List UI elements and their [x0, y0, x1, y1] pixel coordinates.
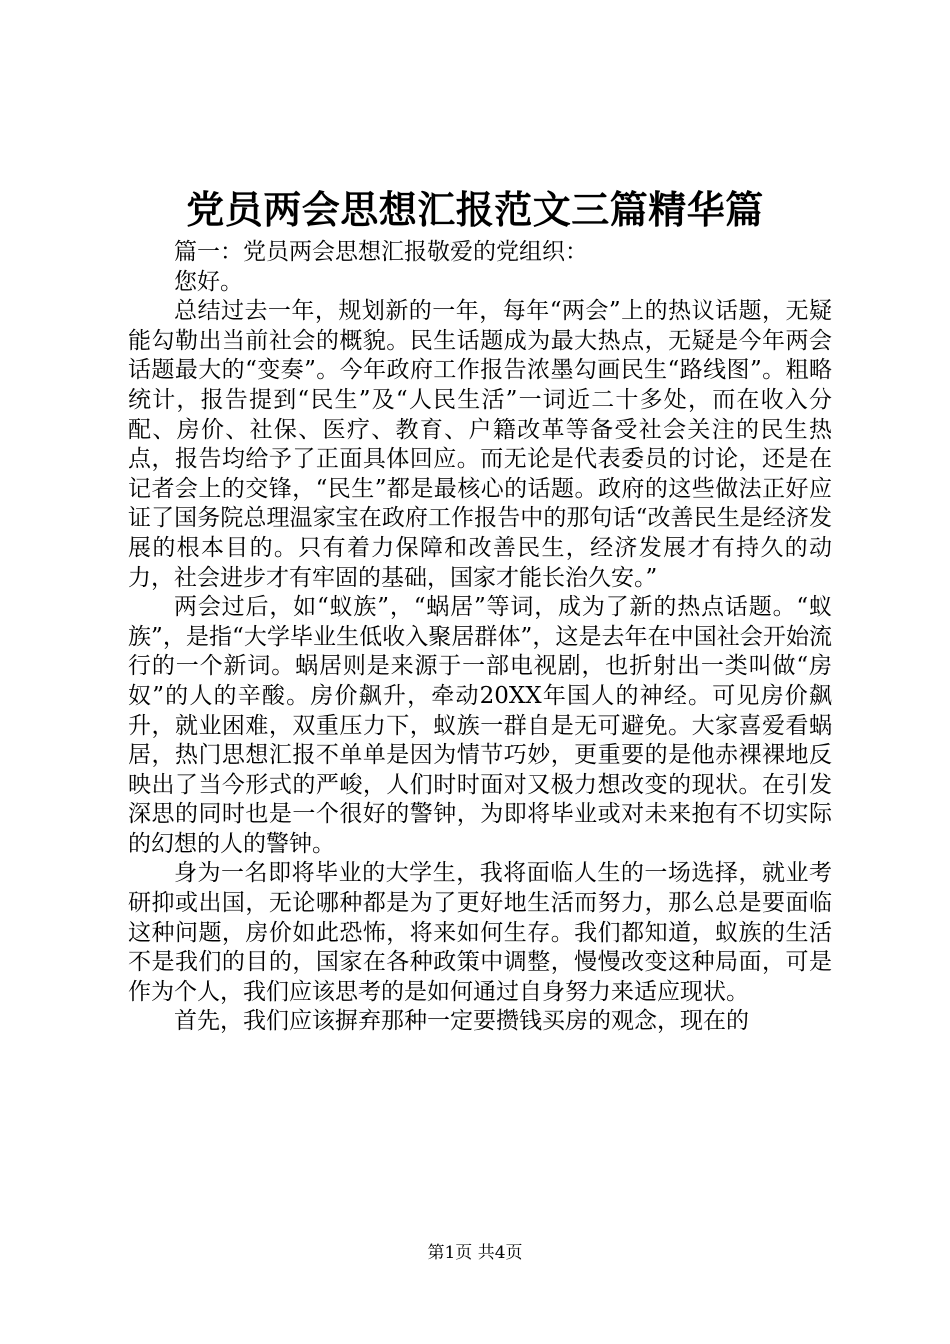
paragraph: 总结过去一年，规划新的一年，每年“两会”上的热议话题，无疑能勾勒出当前社会的概貌。民生话题成为最大热点，无疑是今年两会话题最大的“变奏”。今年政府工作报告浓墨勾画民生“路线图”。粗略统计，报告提到“民生”及“人民生活”一词近二十多处，而在收入分配、房价、社保、医疗、教育、户籍改革等备受社会关注的民生热点，报告均给予了正面具体回应。而无论是代表委员的讨论，还是在记者会上的交锋，“民生”都是最核心的话题。政府的这些做法正好应证了国务院总理温家宝在政府工作报告中的那句话“改善民生是经济发展的根本目的。只有着力保障和改善民生，经济发展才有持久的动力，社会进步才有牢固的基础，国家才能长治久安。” [128, 298, 832, 591]
paragraph: 两会过后，如“蚁族”，“蜗居”等词，成为了新的热点话题。“蚁族”，是指“大学毕业生低收入聚居群体”，这是去年在中国社会开始流行的一个新词。蜗居则是来源于一部电视剧，也折射出一类叫做“房奴”的人的辛酸。房价飙升，牵动20XX年国人的神经。可见房价飙升，就业困难，双重压力下，蚁族一群自是无可避免。大家喜爱看蜗居，热门思想汇报不单单是因为情节巧妙，更重要的是他赤裸裸地反映出了当今形式的严峻，人们时时面对又极力想改变的现状。在引发深思的同时也是一个很好的警钟，为即将毕业或对未来抱有不切实际的幻想的人的警钟。 [128, 594, 832, 857]
page-number-footer: 第1页 共4页 [427, 1243, 523, 1263]
document-title: 党员两会思想汇报范文三篇精华篇 [186, 187, 764, 232]
paragraph-salutation: 您好。 [174, 268, 243, 295]
document-body [128, 238, 832, 1037]
paragraph-greeting-heading: 篇一：党员两会思想汇报敬爱的党组织： [174, 239, 588, 265]
paragraph: 首先，我们应该摒弃那种一定要攒钱买房的观念，现在的 [174, 1008, 749, 1035]
paragraph: 身为一名即将毕业的大学生，我将面临人生的一场选择，就业考研抑或出国，无论哪种都是为了更好地生活而努力，那么总是要面临这种问题，房价如此恐怖，将来如何生存。我们都知道，蚁族的生活不是我们的目的，国家在各种政策中调整，慢慢改变这种局面，可是作为个人，我们应该思考的是如何通过自身努力来适应现状。 [128, 860, 832, 1005]
